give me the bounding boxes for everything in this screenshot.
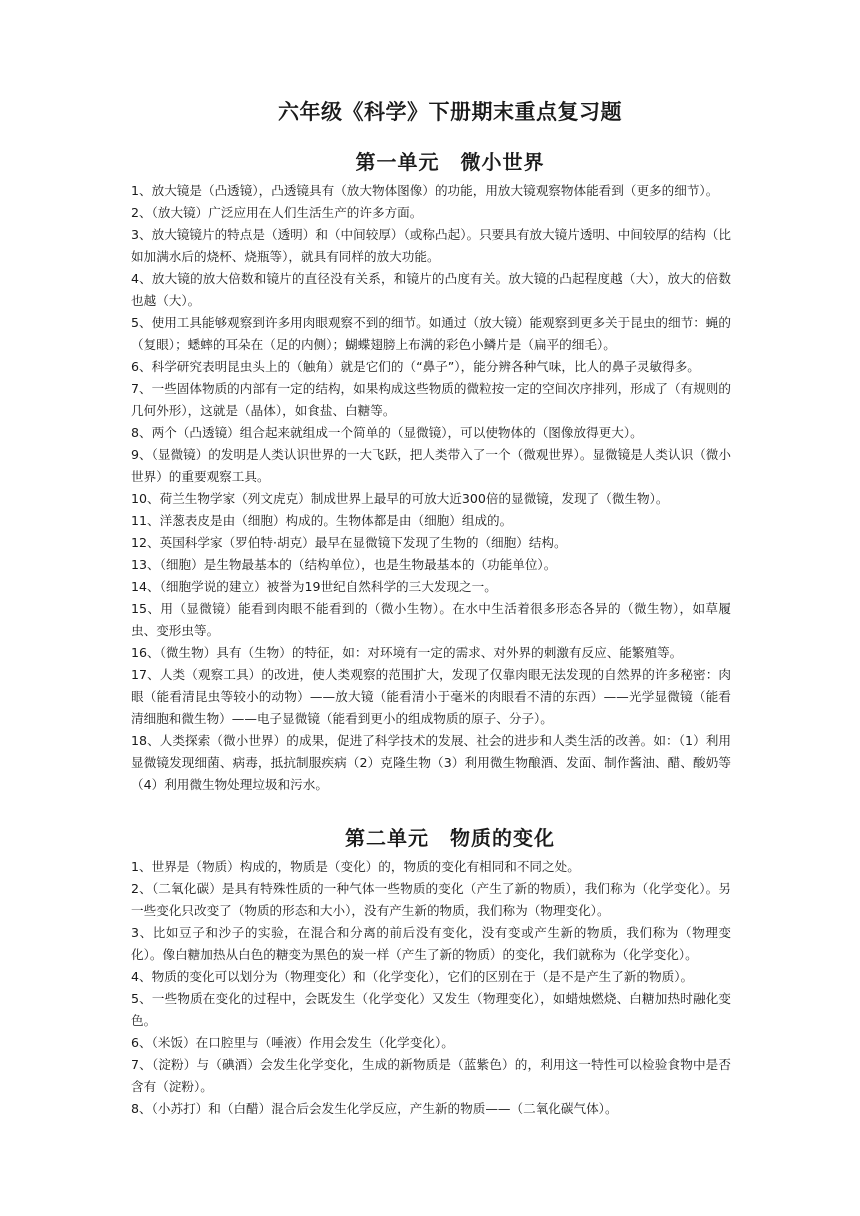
list-item: 13、（细胞）是生物最基本的（结构单位），也是生物最基本的（功能单位）。 — [131, 557, 557, 572]
list-item: 2、（二氧化碳）是具有特殊性质的一种气体一些物质的变化（产生了新的物质），我们称为（化学变化）。另一些变化只改变了（物质的形态和大小），没有产生新的物质，我们称为（物理变化）。 — [131, 881, 731, 918]
list-item: 8、两个（凸透镜）组合起来就组成一个简单的（显微镜），可以使物体的（图像放得更大）。 — [131, 425, 643, 440]
list-item: 7、一些固体物质的内部有一定的结构，如果构成这些物质的微粒按一定的空间次序排列，形成了（有规则的几何外形），这就是（晶体），如食盐、白糖等。 — [131, 381, 731, 418]
unit-2-title: 第二单元 物质的变化 — [345, 826, 555, 850]
list-item: 6、科学研究表明昆虫头上的（触角）就是它们的（“鼻子”），能分辨各种气味，比人的鼻子灵敏得多。 — [131, 359, 700, 374]
list-item: 10、荷兰生物学家（列文虎克）制成世界上最早的可放大近300倍的显微镜，发现了（微生物）。 — [131, 491, 669, 506]
list-item: 14、（细胞学说的建立）被誉为19世纪自然科学的三大发现之一。 — [131, 579, 497, 594]
unit-1-title: 第一单元 微小世界 — [355, 150, 545, 174]
list-item: 4、放大镜的放大倍数和镜片的直径没有关系，和镜片的凸度有关。放大镜的凸起程度越（大），放大的倍数也越（大）。 — [131, 271, 731, 308]
list-item: 17、人类（观察工具）的改进，使人类观察的范围扩大，发现了仅靠肉眼无法发现的自然界的许多秘密：肉眼（能看清昆虫等较小的动物）——放大镜（能看清小于毫米的肉眼看不清的东西）——光学显微镜（能看清细胞和微生物）——电子显微镜（能看到更小的组成物质的原子、分子）。 — [131, 667, 731, 726]
list-item: 2、（放大镜）广泛应用在人们生活生产的许多方面。 — [131, 205, 423, 220]
list-item: 18、人类探索（微小世界）的成果，促进了科学技术的发展、社会的进步和人类生活的改善。如：（1）利用显微镜发现细菌、病毒，抵抗制服疾病（2）克隆生物（3）利用微生物酿酒、发面、制作酱油、醋、酸奶等（4）利用微生物处理垃圾和污水。 — [131, 733, 731, 792]
list-item: 6、（米饭）在口腔里与（唾液）作用会发生（化学变化）。 — [131, 1035, 454, 1050]
unit-1-items — [131, 180, 731, 796]
list-item: 11、洋葱表皮是由（细胞）构成的。生物体都是由（细胞）组成的。 — [131, 513, 513, 528]
list-item: 12、英国科学家（罗伯特·胡克）最早在显微镜下发现了生物的（细胞）结构。 — [131, 535, 567, 550]
unit-2-items — [131, 856, 731, 1120]
list-item: 3、放大镜镜片的特点是（透明）和（中间较厚）（或称凸起）。只要具有放大镜片透明、中间较厚的结构（比如加满水后的烧杯、烧瓶等），就具有同样的放大功能。 — [131, 227, 731, 264]
list-item: 1、世界是（物质）构成的，物质是（变化）的，物质的变化有相同和不同之处。 — [131, 859, 580, 874]
list-item: 5、使用工具能够观察到许多用肉眼观察不到的细节。如通过（放大镜）能观察到更多关于昆虫的细节：蝇的（复眼）；蟋蟀的耳朵在（足的内侧）；蝴蝶翅膀上布满的彩色小鳞片是（扁平的细毛）。 — [131, 315, 731, 352]
list-item: 4、物质的变化可以划分为（物理变化）和（化学变化），它们的区别在于（是不是产生了新的物质）。 — [131, 969, 694, 984]
list-item: 3、比如豆子和沙子的实验，在混合和分离的前后没有变化，没有变或产生新的物质，我们称为（物理变化）。像白糖加热从白色的糖变为黑色的炭一样（产生了新的物质）的变化，我们就称为（化学变化）。 — [131, 925, 731, 962]
list-item: 5、一些物质在变化的过程中，会既发生（化学变化）又发生（物理变化），如蜡烛燃烧、白糖加热时融化变色。 — [131, 991, 731, 1028]
list-item: 7、（淀粉）与（碘酒）会发生化学变化，生成的新物质是（蓝紫色）的，利用这一特性可以检验食物中是否含有（淀粉）。 — [131, 1057, 731, 1094]
list-item: 15、用（显微镜）能看到肉眼不能看到的（微小生物）。在水中生活着很多形态各异的（微生物），如草履虫、变形虫等。 — [131, 601, 731, 638]
list-item: 8、（小苏打）和（白醋）混合后会发生化学反应，产生新的物质——（二氧化碳气体）。 — [131, 1101, 618, 1116]
document-title: 六年级《科学》下册期末重点复习题 — [278, 100, 622, 124]
list-item: 1、放大镜是（凸透镜），凸透镜具有（放大物体图像）的功能，用放大镜观察物体能看到（更多的细节）。 — [131, 183, 719, 198]
list-item: 16、（微生物）具有（生物）的特征，如：对环境有一定的需求、对外界的刺激有反应、能繁殖等。 — [131, 645, 683, 660]
list-item: 9、（显微镜）的发明是人类认识世界的一大飞跃，把人类带入了一个（微观世界）。显微镜是人类认识（微小世界）的重要观察工具。 — [131, 447, 731, 484]
